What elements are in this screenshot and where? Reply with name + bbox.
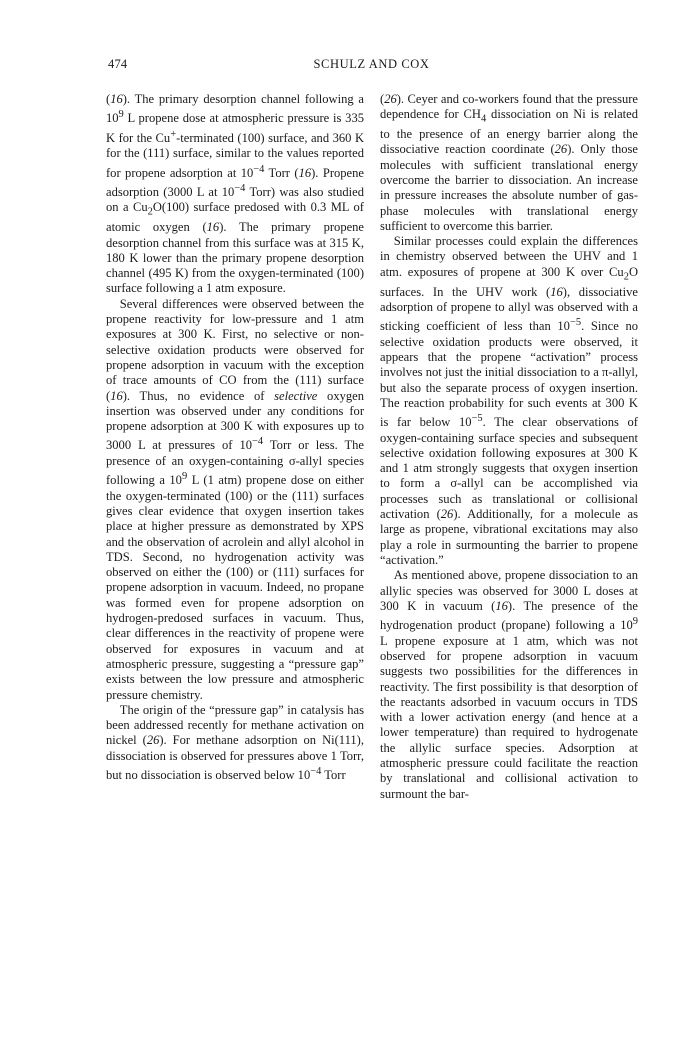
paragraph: (16). The primary desorption channel following a $10^9$ L propene dose at atmospheric pressure is 335 K for the Cu+-terminated (100) surface, and 360 K for the (111) surface, similar to the values reported for propene adsorption at $10^{-4}$ Torr (16). Propene adsorption (3000 L at $10^{-4}$ Torr) was also studied on a $Cu_2O(100)$ surface predosed with 0.3 ML of atomic oxygen (16). The primary propene desorption channel from this surface was at 315 K, 180 K lower than the primary propene desorption channel (495 K) from the oxygen-terminated (100) surface following a 1 atm exposure.	[106, 92, 365, 296]
paragraph: Similar processes could explain the differences in chemistry observed between the UHV and 1 atm. exposures of propene at 300 K over $Cu_2O$ surfaces. In the UHV work (16), dissociative adsorption of propene to allyl was observed with a sticking coefficient of less than $10^{-5}$. Since no selective oxidation products were observed, it appears that the propene “activation” process involves not just the initial dissociation to a π-allyl, but also the separate process of oxygen insertion. The reaction probability for such events at 300 K is far below $10^{-5}$. The clear observations of oxygen-containing surface species and subsequent selective oxidation following exposures at 300 K and 1 atm strongly suggests that oxygen insertion to form a σ-allyl can be accomplished via processes such as translational or collisional activation (26). Additionally, for a molecule as large as propene, vibrational excitations may also play a role in surmounting the barrier to propene “activation.”	[380, 234, 638, 567]
paragraph: Several differences were observed between the propene reactivity for low-pressure and 1 atm exposures at 300 K. First, no selective or non-selective oxidation products were observed for propene adsorption in vacuum with the exception of trace amounts of CO from the (111) surface (16). Thus, no evidence of selective oxygen insertion was observed under any conditions for propene adsorption at 300 K with exposures up to 3000 L at pressures of $10^{-4}$ Torr or less. The presence of an oxygen-containing σ-allyl species following a $10^9$ L (1 atm) propene dose on either the oxygen-terminated (100) or the (111) surfaces gives clear evidence that oxygen insertion takes place at higher pressure as demonstrated by XPS and the observation of acrolein and allyl alcohol in TDS. Second, no hydrogenation activity was observed on either the (100) or (111) surfaces for propene adsorption in vacuum. Indeed, no propane was formed even for propene adsorption on hydrogen-predosed surfaces in vacuum. Thus, clear differences in the reactivity of propene were observed for exposures in vacuum and at atmospheric pressure, suggesting a “pressure gap” exists between the low pressure and atmospheric pressure chemistry.	[106, 296, 364, 702]
right-column	[380, 92, 638, 802]
paragraph: The origin of the “pressure gap” in catalysis has been addressed recently for methane activation on nickel (26). For methane adsorption on Ni(111), dissociation is observed for pressures above 1 Torr, but no dissociation is observed below $10^{-4}$ Torr	[106, 702, 364, 783]
left-column	[106, 92, 364, 783]
page-number: 474	[108, 57, 128, 71]
running-title: SCHULZ AND COX	[313, 57, 430, 71]
paragraph: As mentioned above, propene dissociation to an allylic species was observed for 3000 L doses at 300 K in vacuum (16). The presence of the hydrogenation product (propane) following a $10^9$ L propene exposure at 1 atm, which was not observed for propene adsorption in vacuum suggests two possibilities for the differences in reactivity. The first possibility is that desorption of the reactants adsorbed in vacuum occurs in TDS with a lower activation energy (and hence at a lower temperature) than required to hydrogenate the allylic surface species. Adsorption at atmospheric pressure could facilitate the reaction by translational and collisional activation to surmount the bar-	[380, 568, 638, 801]
running-head	[108, 57, 635, 77]
paragraph: (26). Ceyer and co-workers found that the pressure dependence for $CH_4$ dissociation on Ni is related to the presence of an energy barrier along the dissociative reaction coordinate (26). Only those molecules with sufficient translational energy overcome the barrier to dissociation. An increase in pressure increases the absolute number of gas-phase molecules with translational energy sufficient to overcome this barrier.	[380, 92, 639, 233]
